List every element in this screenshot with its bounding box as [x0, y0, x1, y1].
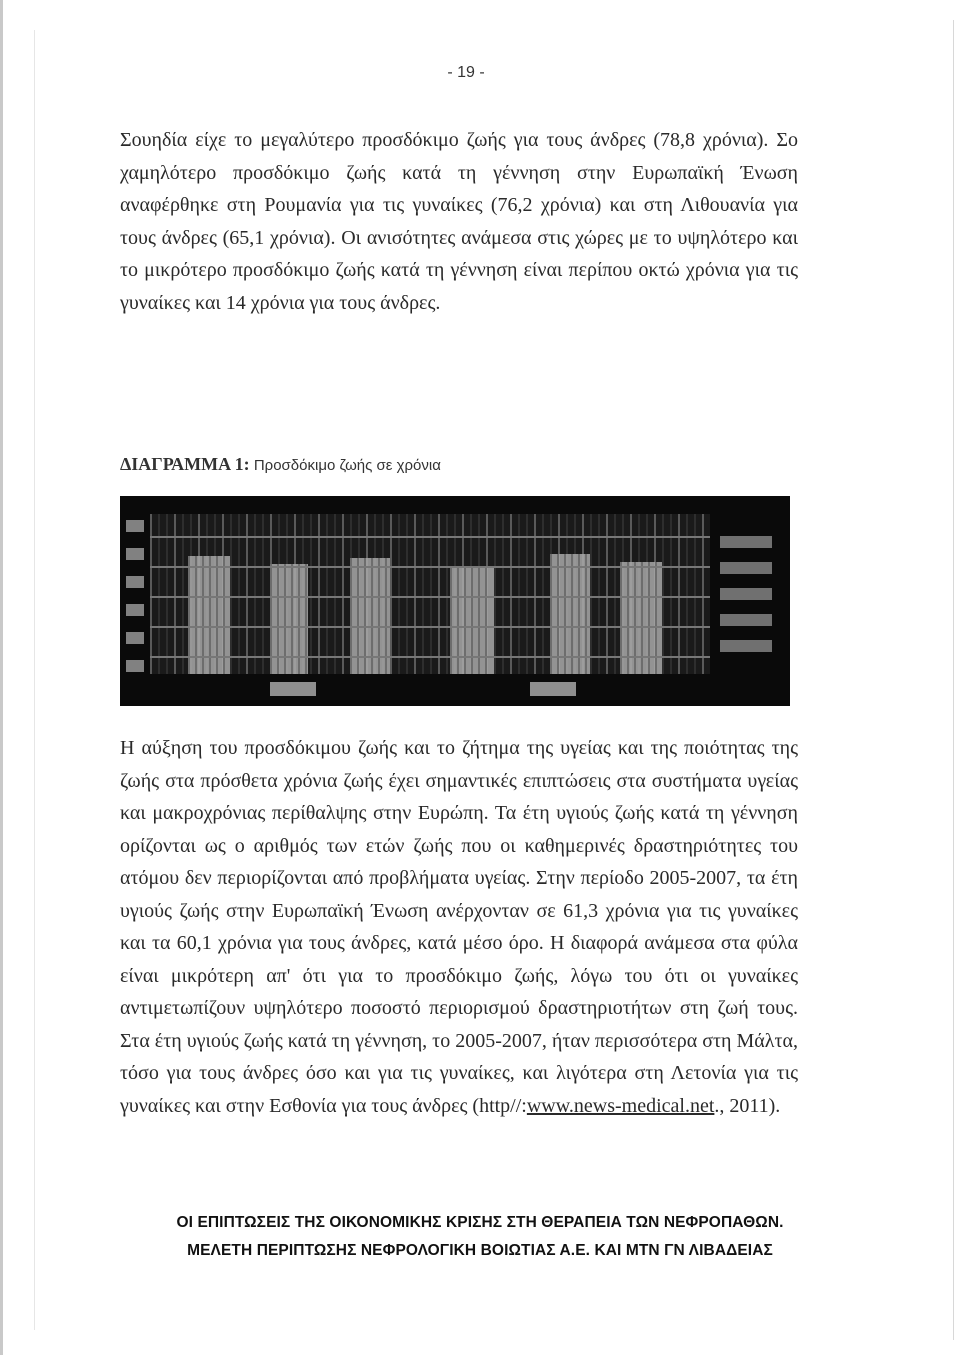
chart-gridline	[150, 656, 710, 658]
scan-edge-line	[34, 30, 35, 1330]
source-link[interactable]: www.news-medical.net	[526, 1094, 715, 1117]
paragraph-life-expectancy: Σουηδία είχε το μεγαλύτερο προσδόκιμο ζωής για τους άνδρες (78,8 χρόνια). Σο χαμηλότερο προσδόκιμο ζωής κατά τη γέννηση στην Ευρωπαϊκή Ένωση αναφέρθηκε στη Ρουμανία για τις γυναίκες (76,2 χρόνια) και στη Λιθουανία για τους άνδρες (65,1 χρόνια). Οι ανισότητες ανάμεσα στις χώρες με το υψηλότερο και το μικρότερο προσδόκιμο ζωής κατά τη γέννηση είναι περίπου οκτώ χρόνια για τις γυναίκες και 14 χρόνια για τους άνδρες.	[120, 129, 798, 314]
chart-tick-smudge	[126, 632, 144, 644]
chart-tick-smudge	[126, 548, 144, 560]
scan-edge-right	[953, 20, 954, 1340]
chart-gridline	[150, 536, 710, 538]
chart-tick-smudge	[126, 660, 144, 672]
scan-edge-left	[0, 0, 3, 1355]
figure-caption	[120, 454, 441, 475]
chart-legend-smudge	[720, 536, 772, 548]
chart-legend-smudge	[720, 640, 772, 652]
footer-title-line1: ΟΙ ΕΠΙΠΤΩΣΕΙΣ ΤΗΣ ΟΙΚΟΝΟΜΙΚΗΣ ΚΡΙΣΗΣ ΣΤΗ ΘΕΡΑΠΕΙΑ ΤΩΝ ΝΕΦΡΟΠΑΘΩΝ.	[176, 1214, 784, 1231]
life-expectancy-chart	[120, 496, 790, 706]
paragraph-healthy-life-years	[120, 732, 798, 1122]
chart-legend-smudge	[720, 562, 772, 574]
chart-xlabel-smudge	[530, 682, 576, 696]
page-number: - 19 -	[447, 64, 485, 81]
chart-gridline	[150, 566, 710, 568]
chart-tick-smudge	[126, 520, 144, 532]
chart-tick-smudge	[126, 604, 144, 616]
paragraph2-main: Η αύξηση του προσδόκιμου ζωής και το ζήτημα της υγείας και της ποιότητας της ζωής στα πρόσθετα χρόνια ζωής έχει σημαντικές επιπτώσεις στα συστήματα υγείας και μακροχρόνιας περίθαλψης στην Ευρώπη. Τα έτη υγιούς ζωής κατά τη γέννηση ορίζονται ως ο αριθμός των ετών ζωής που οι καθημερινές δραστηριότητες του ατόμου δεν περιορίζονται από προβλήματα υγείας. Στην περίοδο 2005-2007, τα έτη υγιούς ζωής στην Ευρωπαϊκή Ένωση ανέρχονταν σε 61,3 χρόνια για τις γυναίκες και τα 60,1 χρόνια για τους άνδρες, κατά μέσο όρο. Η διαφορά ανάμεσα στα φύλα είναι μικρότερη απ' ότι για το προσδόκιμο ζωής, λόγω του ότι οι γυναίκες αντιμετωπίζουν υψηλότερο ποσοστό περιορισμού δραστηριοτήτων στη ζωή τους. Στα έτη υγιούς ζωής κατά τη γέννηση, το 2005-2007, ήταν περισσότερα στη Μάλτα, τόσο για τους άνδρες όσο και για τις γυναίκες, και λιγότερα στη Λετονία για τις γυναίκες και στην Εσθονία για τους άνδρες (http//:	[120, 737, 798, 1117]
chart-legend-smudge	[720, 614, 772, 626]
paragraph2-tail: ., 2011).	[714, 1094, 781, 1117]
chart-xlabel-smudge	[270, 682, 316, 696]
chart-tick-smudge	[126, 576, 144, 588]
footer-title-line2: ΜΕΛΕΤΗ ΠΕΡΙΠΤΩΣΗΣ ΝΕΦΡΟΛΟΓΙΚΗ ΒΟΙΩΤΙΑΣ Α.Ε. ΚΑΙ ΜΤΝ ΓΝ ΛΙΒΑΔΕΙΑΣ	[187, 1242, 773, 1259]
chart-gridline	[150, 596, 710, 598]
caption-label: ΔΙΑΓΡΑΜΜΑ 1:	[120, 454, 250, 474]
chart-legend-smudge	[720, 588, 772, 600]
caption-text: Προσδόκιμο ζωής σε χρόνια	[253, 457, 441, 474]
chart-canvas	[120, 496, 790, 706]
chart-gridline	[150, 626, 710, 628]
